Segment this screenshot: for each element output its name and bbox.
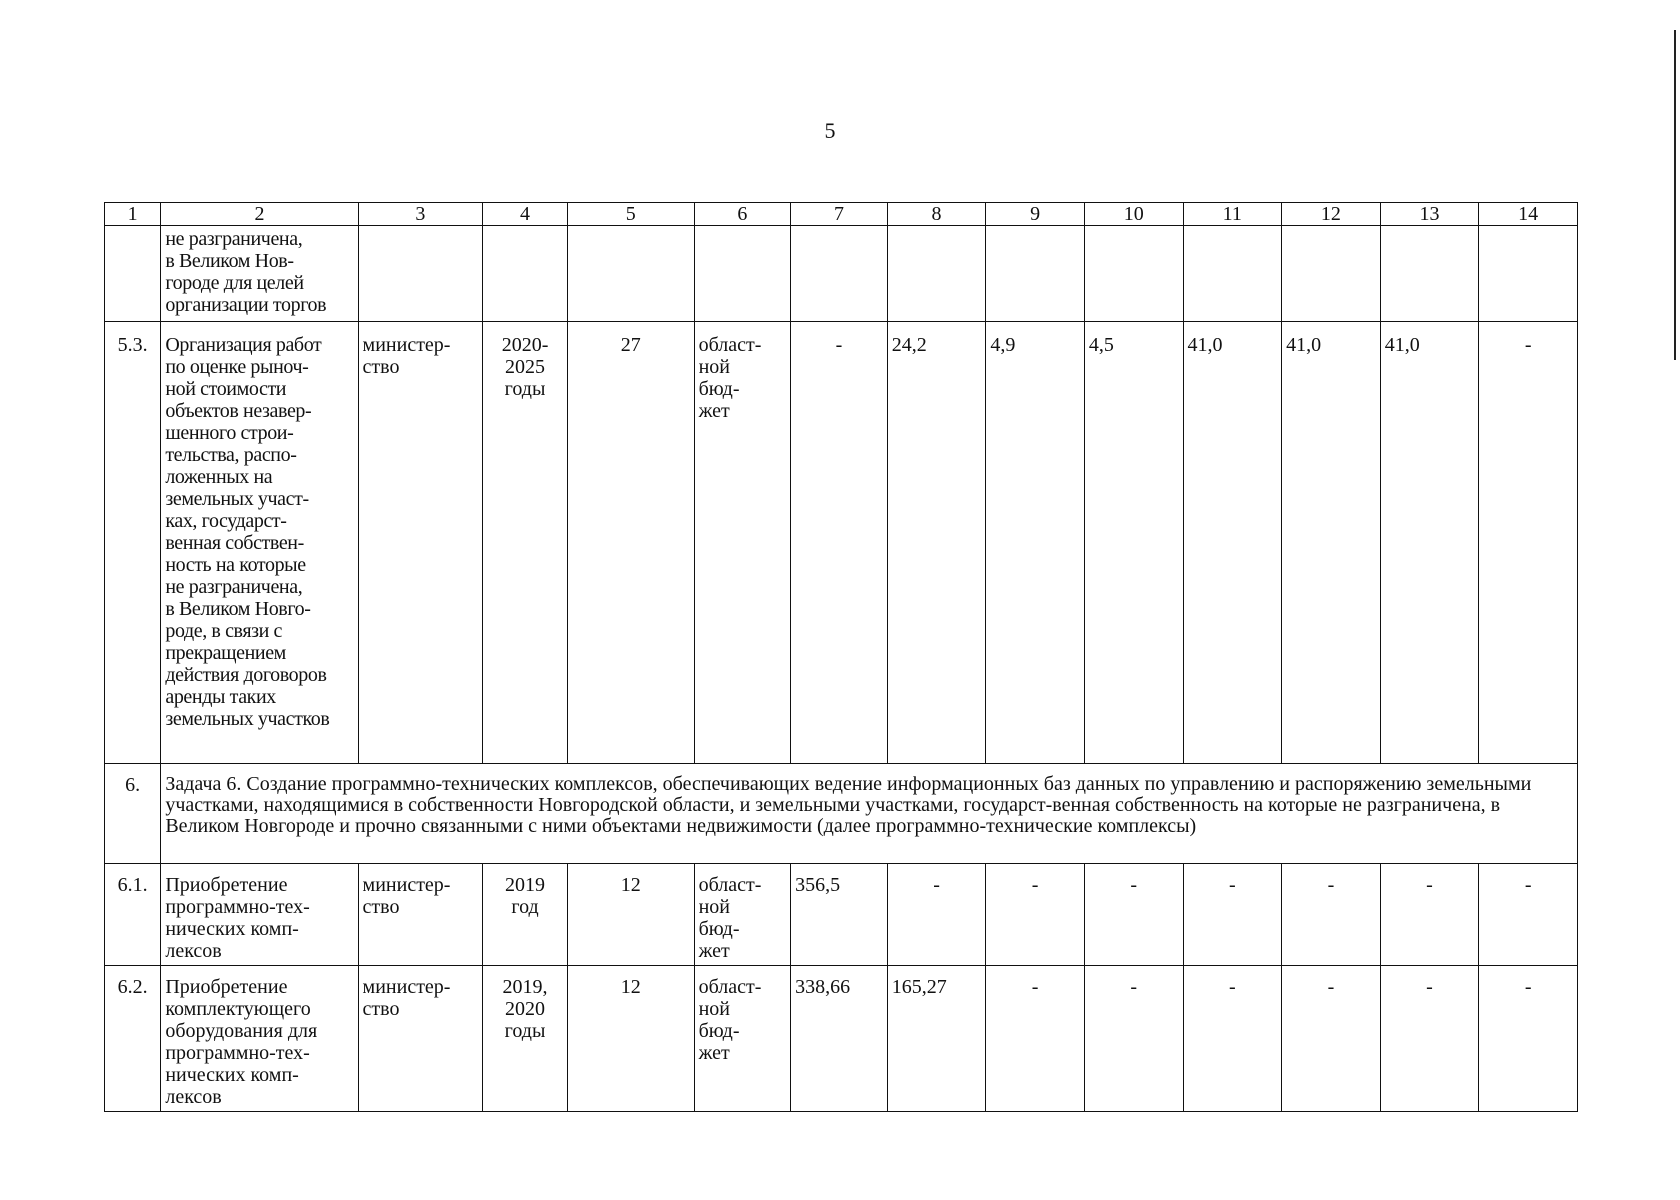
table-row-6-1 <box>105 864 1578 966</box>
column-number: 5 <box>567 203 694 226</box>
continued-row <box>105 226 1578 322</box>
row-number-cell <box>105 226 161 322</box>
value-col-14: - <box>1479 864 1578 966</box>
empty-cell <box>1282 226 1381 322</box>
funding-source: област- ной бюд- жет <box>694 864 791 966</box>
column-number: 10 <box>1084 203 1183 226</box>
executor: министер- ство <box>358 864 483 966</box>
table-row-6-2 <box>105 966 1578 1112</box>
empty-cell <box>1380 226 1479 322</box>
value-col-7: 338,66 <box>791 966 888 1112</box>
empty-cell <box>887 226 986 322</box>
column-number: 12 <box>1282 203 1381 226</box>
value-col-12: - <box>1282 966 1381 1112</box>
row-number: 6.1. <box>105 864 161 966</box>
empty-cell <box>358 226 483 322</box>
column-number: 8 <box>887 203 986 226</box>
column-numbers-row <box>105 203 1578 226</box>
funding-source: област- ной бюд- жет <box>694 322 791 764</box>
column-number: 1 <box>105 203 161 226</box>
column-number: 14 <box>1479 203 1578 226</box>
task-description: Задача 6. Создание программно-технических комплексов, обеспечивающих ведение информационных баз данных по управлению и распоряжению земельными участками, находящимися в собственности Новгородской области, и земельными участками, государст-венная собственность на которые не разграничена, в Великом Новгороде и прочно связанными с ними объектами недвижимости (далее программно-технические комплексы) <box>161 764 1578 864</box>
period: 2019 год <box>483 864 568 966</box>
value-col-14: - <box>1479 966 1578 1112</box>
column-number: 11 <box>1183 203 1282 226</box>
measure-name: не разграничена, в Великом Нов- городе для целей организации торгов <box>161 226 358 322</box>
empty-cell <box>986 226 1085 322</box>
task-number: 6. <box>105 764 161 864</box>
value-col-13: - <box>1380 864 1479 966</box>
value-col-7: 356,5 <box>791 864 888 966</box>
value-col-10: - <box>1084 864 1183 966</box>
executor: министер- ство <box>358 966 483 1112</box>
page-number: 5 <box>824 118 836 143</box>
empty-cell <box>1084 226 1183 322</box>
column-number: 9 <box>986 203 1085 226</box>
empty-cell <box>1479 226 1578 322</box>
value-col-12: - <box>1282 864 1381 966</box>
value-col-8: 165,27 <box>887 966 986 1112</box>
value-col-9: - <box>986 966 1085 1112</box>
value-col-13: 41,0 <box>1380 322 1479 764</box>
value-col-11: - <box>1183 864 1282 966</box>
table-row-5-3 <box>105 322 1578 764</box>
value-col-8: - <box>887 864 986 966</box>
value-col-11: - <box>1183 966 1282 1112</box>
empty-cell <box>791 226 888 322</box>
row-number: 6.2. <box>105 966 161 1112</box>
value-col-13: - <box>1380 966 1479 1112</box>
column-number: 6 <box>694 203 791 226</box>
column-number: 3 <box>358 203 483 226</box>
value-col-12: 41,0 <box>1282 322 1381 764</box>
scan-edge-line <box>1674 30 1676 360</box>
column-number: 4 <box>483 203 568 226</box>
measure-name: Приобретение комплектующего оборудования для программно-тех- нических комп- лексов <box>161 966 358 1112</box>
value-col-7: - <box>791 322 888 764</box>
row-number: 5.3. <box>105 322 161 764</box>
period: 2019, 2020 годы <box>483 966 568 1112</box>
target-indicator: 27 <box>567 322 694 764</box>
task-row <box>105 764 1578 864</box>
column-number: 7 <box>791 203 888 226</box>
value-col-9: - <box>986 864 1085 966</box>
executor: министер- ство <box>358 322 483 764</box>
value-col-10: - <box>1084 966 1183 1112</box>
value-col-14: - <box>1479 322 1578 764</box>
value-col-11: 41,0 <box>1183 322 1282 764</box>
target-indicator: 12 <box>567 864 694 966</box>
empty-cell <box>1183 226 1282 322</box>
empty-cell <box>567 226 694 322</box>
column-number: 13 <box>1380 203 1479 226</box>
program-table <box>104 202 1578 1112</box>
measure-name: Организация работ по оценке рыноч- ной стоимости объектов незавер- шенного строи- тельства, распо- ложенных на земельных участ- ках, государст- венная собствен- ность на которые не разграничена, в Великом Новго- роде, в связи с прекращением действия договоров аренды таких земельных участков <box>161 322 358 764</box>
empty-cell <box>694 226 791 322</box>
empty-cell <box>483 226 568 322</box>
value-col-9: 4,9 <box>986 322 1085 764</box>
value-col-8: 24,2 <box>887 322 986 764</box>
column-number: 2 <box>161 203 358 226</box>
target-indicator: 12 <box>567 966 694 1112</box>
measure-name: Приобретение программно-тех- нических комп- лексов <box>161 864 358 966</box>
funding-source: област- ной бюд- жет <box>694 966 791 1112</box>
period: 2020- 2025 годы <box>483 322 568 764</box>
value-col-10: 4,5 <box>1084 322 1183 764</box>
